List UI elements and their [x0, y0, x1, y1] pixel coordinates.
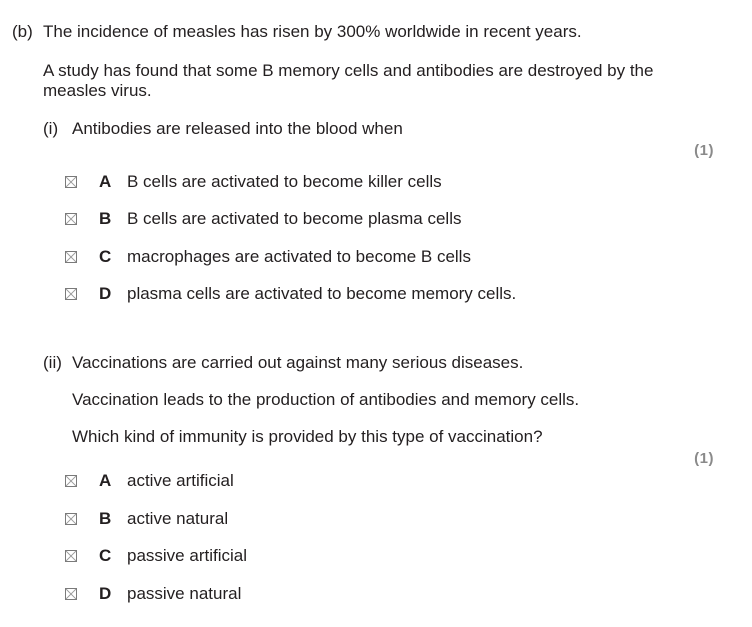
option-text: macrophages are activated to become B cells	[127, 247, 471, 266]
checkbox-icon[interactable]	[65, 475, 77, 487]
q1-option-d[interactable]	[65, 284, 516, 304]
q2-option-b[interactable]	[65, 509, 228, 529]
checkbox-icon[interactable]	[65, 251, 77, 263]
q2-option-d[interactable]	[65, 584, 241, 604]
checkbox-icon[interactable]	[65, 288, 77, 300]
q2-label: (ii)	[43, 353, 62, 372]
option-text: B cells are activated to become plasma cells	[127, 209, 462, 228]
q2-option-c[interactable]	[65, 546, 247, 566]
option-text: passive artificial	[127, 546, 247, 565]
q1-label: (i)	[43, 119, 59, 138]
option-letter: B	[99, 509, 112, 528]
option-letter: C	[99, 546, 112, 565]
checkbox-icon[interactable]	[65, 550, 77, 562]
q1-marks: (1)	[694, 142, 714, 159]
option-letter: A	[99, 471, 112, 490]
q2-line2: Vaccination leads to the production of antibodies and memory cells.	[72, 390, 580, 409]
q1-option-b[interactable]	[65, 209, 462, 229]
option-letter: B	[99, 209, 112, 228]
part-b-context-line1: A study has found that some B memory cells and antibodies are destroyed by the	[43, 61, 654, 80]
q2-option-a[interactable]	[65, 471, 234, 491]
option-letter: D	[99, 584, 112, 603]
part-b-intro: The incidence of measles has risen by 300% worldwide in recent years.	[43, 22, 582, 41]
q2-stem: Vaccinations are carried out against many serious diseases.	[72, 353, 524, 372]
option-text: active artificial	[127, 471, 234, 490]
option-letter: A	[99, 172, 112, 191]
checkbox-icon[interactable]	[65, 588, 77, 600]
checkbox-icon[interactable]	[65, 213, 77, 225]
option-text: active natural	[127, 509, 229, 528]
q1-option-a[interactable]	[65, 172, 442, 192]
option-letter: D	[99, 284, 112, 303]
q1-stem: Antibodies are released into the blood when	[72, 119, 403, 138]
checkbox-icon[interactable]	[65, 176, 77, 188]
option-text: passive natural	[127, 584, 242, 603]
q2-marks: (1)	[694, 450, 714, 467]
part-b-label: (b)	[12, 22, 33, 41]
option-text: B cells are activated to become killer cells	[127, 172, 442, 191]
part-b-context-line2: measles virus.	[43, 81, 152, 100]
option-letter: C	[99, 247, 112, 266]
checkbox-icon[interactable]	[65, 513, 77, 525]
option-text: plasma cells are activated to become memory cells.	[127, 284, 517, 303]
q2-line3: Which kind of immunity is provided by this type of vaccination?	[72, 427, 543, 446]
q1-option-c[interactable]	[65, 247, 471, 267]
